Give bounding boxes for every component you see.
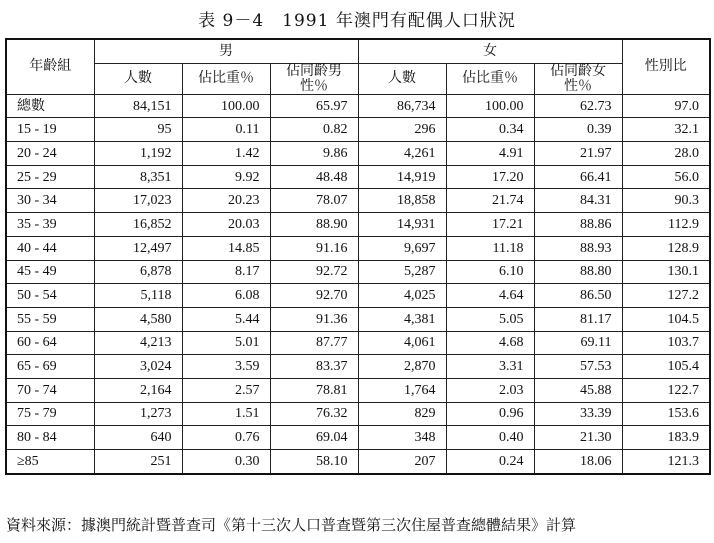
male-pct-cell: 92.72 xyxy=(270,260,358,284)
male-pct-cell: 83.37 xyxy=(270,355,358,379)
female-pct-cell: 0.39 xyxy=(534,118,622,142)
female-share-cell: 100.00 xyxy=(446,94,534,118)
male-persons-cell: 1,192 xyxy=(94,142,182,166)
female-pct-cell: 88.86 xyxy=(534,213,622,237)
female-pct-cell: 57.53 xyxy=(534,355,622,379)
table-row xyxy=(6,213,710,237)
male-share-cell: 1.51 xyxy=(182,402,270,426)
female-share-cell: 0.24 xyxy=(446,450,534,474)
age-group-cell: ≥85 xyxy=(6,450,94,474)
female-persons-cell: 14,919 xyxy=(358,165,446,189)
male-share-cell: 14.85 xyxy=(182,236,270,260)
sex-ratio-cell: 112.9 xyxy=(622,213,710,237)
female-pct-cell: 62.73 xyxy=(534,94,622,118)
table-row xyxy=(6,236,710,260)
female-pct-cell: 69.11 xyxy=(534,331,622,355)
header-row-2 xyxy=(6,63,710,94)
male-share-cell: 20.23 xyxy=(182,189,270,213)
male-pct-cell: 9.86 xyxy=(270,142,358,166)
sex-ratio-cell: 28.0 xyxy=(622,142,710,166)
female-pct-cell: 81.17 xyxy=(534,307,622,331)
male-persons-cell: 1,273 xyxy=(94,402,182,426)
married-population-table xyxy=(5,38,711,475)
male-persons-cell: 4,213 xyxy=(94,331,182,355)
male-persons-cell: 95 xyxy=(94,118,182,142)
male-pct-cell: 88.90 xyxy=(270,213,358,237)
female-pct-cell: 21.97 xyxy=(534,142,622,166)
header-sex-ratio: 性別比 xyxy=(622,39,710,94)
female-share-cell: 17.21 xyxy=(446,213,534,237)
sex-ratio-cell: 122.7 xyxy=(622,378,710,402)
male-persons-cell: 12,497 xyxy=(94,236,182,260)
table-row xyxy=(6,307,710,331)
table-title: 表 9－4 1991 年澳門有配偶人口狀況 xyxy=(198,11,516,31)
female-share-cell: 17.20 xyxy=(446,165,534,189)
male-persons-cell: 4,580 xyxy=(94,307,182,331)
male-share-cell: 3.59 xyxy=(182,355,270,379)
female-share-cell: 0.96 xyxy=(446,402,534,426)
table-row xyxy=(6,118,710,142)
table-row xyxy=(6,450,710,474)
male-persons-cell: 251 xyxy=(94,450,182,474)
age-group-cell: 70 - 74 xyxy=(6,378,94,402)
sex-ratio-cell: 127.2 xyxy=(622,284,710,308)
sex-ratio-cell: 32.1 xyxy=(622,118,710,142)
male-share-cell: 6.08 xyxy=(182,284,270,308)
header-male: 男 xyxy=(94,39,358,63)
male-pct-cell: 0.82 xyxy=(270,118,358,142)
female-share-cell: 11.18 xyxy=(446,236,534,260)
age-group-cell: 40 - 44 xyxy=(6,236,94,260)
female-share-cell: 0.34 xyxy=(446,118,534,142)
male-pct-cell: 91.16 xyxy=(270,236,358,260)
female-persons-cell: 14,931 xyxy=(358,213,446,237)
male-share-cell: 2.57 xyxy=(182,378,270,402)
male-pct-cell: 65.97 xyxy=(270,94,358,118)
male-persons-cell: 16,852 xyxy=(94,213,182,237)
female-share-cell: 0.40 xyxy=(446,426,534,450)
female-share-cell: 4.64 xyxy=(446,284,534,308)
sex-ratio-cell: 128.9 xyxy=(622,236,710,260)
age-group-cell: 50 - 54 xyxy=(6,284,94,308)
sex-ratio-cell: 56.0 xyxy=(622,165,710,189)
header-age-group: 年齡組 xyxy=(6,39,94,94)
male-persons-cell: 5,118 xyxy=(94,284,182,308)
header-female-pct: 佔同齡女性％ xyxy=(534,63,622,94)
header-row-1 xyxy=(6,39,710,63)
female-persons-cell: 4,261 xyxy=(358,142,446,166)
male-persons-cell: 3,024 xyxy=(94,355,182,379)
male-persons-cell: 84,151 xyxy=(94,94,182,118)
table-row xyxy=(6,331,710,355)
header-male-pct: 佔同齡男性％ xyxy=(270,63,358,94)
male-share-cell: 1.42 xyxy=(182,142,270,166)
female-pct-cell: 86.50 xyxy=(534,284,622,308)
female-persons-cell: 86,734 xyxy=(358,94,446,118)
female-share-cell: 21.74 xyxy=(446,189,534,213)
table-row xyxy=(6,402,710,426)
male-persons-cell: 2,164 xyxy=(94,378,182,402)
female-pct-cell: 88.80 xyxy=(534,260,622,284)
age-group-cell: 30 - 34 xyxy=(6,189,94,213)
male-pct-cell: 69.04 xyxy=(270,426,358,450)
male-pct-cell: 92.70 xyxy=(270,284,358,308)
male-pct-cell: 76.32 xyxy=(270,402,358,426)
table-row xyxy=(6,260,710,284)
male-persons-cell: 640 xyxy=(94,426,182,450)
female-persons-cell: 4,025 xyxy=(358,284,446,308)
source-note: 資料來源：據澳門統計暨普查司《第十三次人口普查暨第三次住屋普查總體結果》計算 xyxy=(6,516,577,534)
header-female-persons: 人數 xyxy=(358,63,446,94)
table-row xyxy=(6,284,710,308)
female-pct-cell: 84.31 xyxy=(534,189,622,213)
male-persons-cell: 8,351 xyxy=(94,165,182,189)
female-persons-cell: 296 xyxy=(358,118,446,142)
male-share-cell: 100.00 xyxy=(182,94,270,118)
male-share-cell: 5.01 xyxy=(182,331,270,355)
female-persons-cell: 348 xyxy=(358,426,446,450)
sex-ratio-cell: 90.3 xyxy=(622,189,710,213)
age-group-cell: 總數 xyxy=(6,94,94,118)
header-male-persons: 人數 xyxy=(94,63,182,94)
female-pct-cell: 66.41 xyxy=(534,165,622,189)
male-pct-cell: 87.77 xyxy=(270,331,358,355)
female-persons-cell: 9,697 xyxy=(358,236,446,260)
age-group-cell: 75 - 79 xyxy=(6,402,94,426)
female-persons-cell: 207 xyxy=(358,450,446,474)
header-female: 女 xyxy=(358,39,622,63)
male-share-cell: 0.76 xyxy=(182,426,270,450)
male-pct-cell: 58.10 xyxy=(270,450,358,474)
female-pct-cell: 33.39 xyxy=(534,402,622,426)
table-row xyxy=(6,189,710,213)
male-pct-cell: 78.81 xyxy=(270,378,358,402)
female-persons-cell: 4,061 xyxy=(358,331,446,355)
male-pct-cell: 78.07 xyxy=(270,189,358,213)
female-persons-cell: 5,287 xyxy=(358,260,446,284)
female-share-cell: 3.31 xyxy=(446,355,534,379)
male-pct-cell: 48.48 xyxy=(270,165,358,189)
table-row xyxy=(6,142,710,166)
male-share-cell: 9.92 xyxy=(182,165,270,189)
header-male-share: 佔比重％ xyxy=(182,63,270,94)
table-row xyxy=(6,378,710,402)
female-pct-cell: 21.30 xyxy=(534,426,622,450)
age-group-cell: 45 - 49 xyxy=(6,260,94,284)
age-group-cell: 15 - 19 xyxy=(6,118,94,142)
female-share-cell: 5.05 xyxy=(446,307,534,331)
sex-ratio-cell: 105.4 xyxy=(622,355,710,379)
male-pct-cell: 91.36 xyxy=(270,307,358,331)
sex-ratio-cell: 121.3 xyxy=(622,450,710,474)
male-share-cell: 0.11 xyxy=(182,118,270,142)
age-group-cell: 20 - 24 xyxy=(6,142,94,166)
age-group-cell: 55 - 59 xyxy=(6,307,94,331)
female-persons-cell: 829 xyxy=(358,402,446,426)
male-persons-cell: 17,023 xyxy=(94,189,182,213)
female-persons-cell: 1,764 xyxy=(358,378,446,402)
header-female-share: 佔比重％ xyxy=(446,63,534,94)
female-pct-cell: 18.06 xyxy=(534,450,622,474)
female-share-cell: 6.10 xyxy=(446,260,534,284)
female-share-cell: 4.68 xyxy=(446,331,534,355)
age-group-cell: 80 - 84 xyxy=(6,426,94,450)
female-share-cell: 4.91 xyxy=(446,142,534,166)
female-share-cell: 2.03 xyxy=(446,378,534,402)
male-share-cell: 0.30 xyxy=(182,450,270,474)
female-pct-cell: 88.93 xyxy=(534,236,622,260)
sex-ratio-cell: 130.1 xyxy=(622,260,710,284)
female-persons-cell: 18,858 xyxy=(358,189,446,213)
male-share-cell: 20.03 xyxy=(182,213,270,237)
table-row xyxy=(6,94,710,118)
sex-ratio-cell: 97.0 xyxy=(622,94,710,118)
sex-ratio-cell: 103.7 xyxy=(622,331,710,355)
female-persons-cell: 4,381 xyxy=(358,307,446,331)
male-share-cell: 8.17 xyxy=(182,260,270,284)
sex-ratio-cell: 153.6 xyxy=(622,402,710,426)
female-persons-cell: 2,870 xyxy=(358,355,446,379)
age-group-cell: 35 - 39 xyxy=(6,213,94,237)
male-share-cell: 5.44 xyxy=(182,307,270,331)
sex-ratio-cell: 183.9 xyxy=(622,426,710,450)
male-persons-cell: 6,878 xyxy=(94,260,182,284)
table-row xyxy=(6,165,710,189)
age-group-cell: 60 - 64 xyxy=(6,331,94,355)
table-row xyxy=(6,355,710,379)
table-row xyxy=(6,426,710,450)
sex-ratio-cell: 104.5 xyxy=(622,307,710,331)
age-group-cell: 65 - 69 xyxy=(6,355,94,379)
female-pct-cell: 45.88 xyxy=(534,378,622,402)
age-group-cell: 25 - 29 xyxy=(6,165,94,189)
